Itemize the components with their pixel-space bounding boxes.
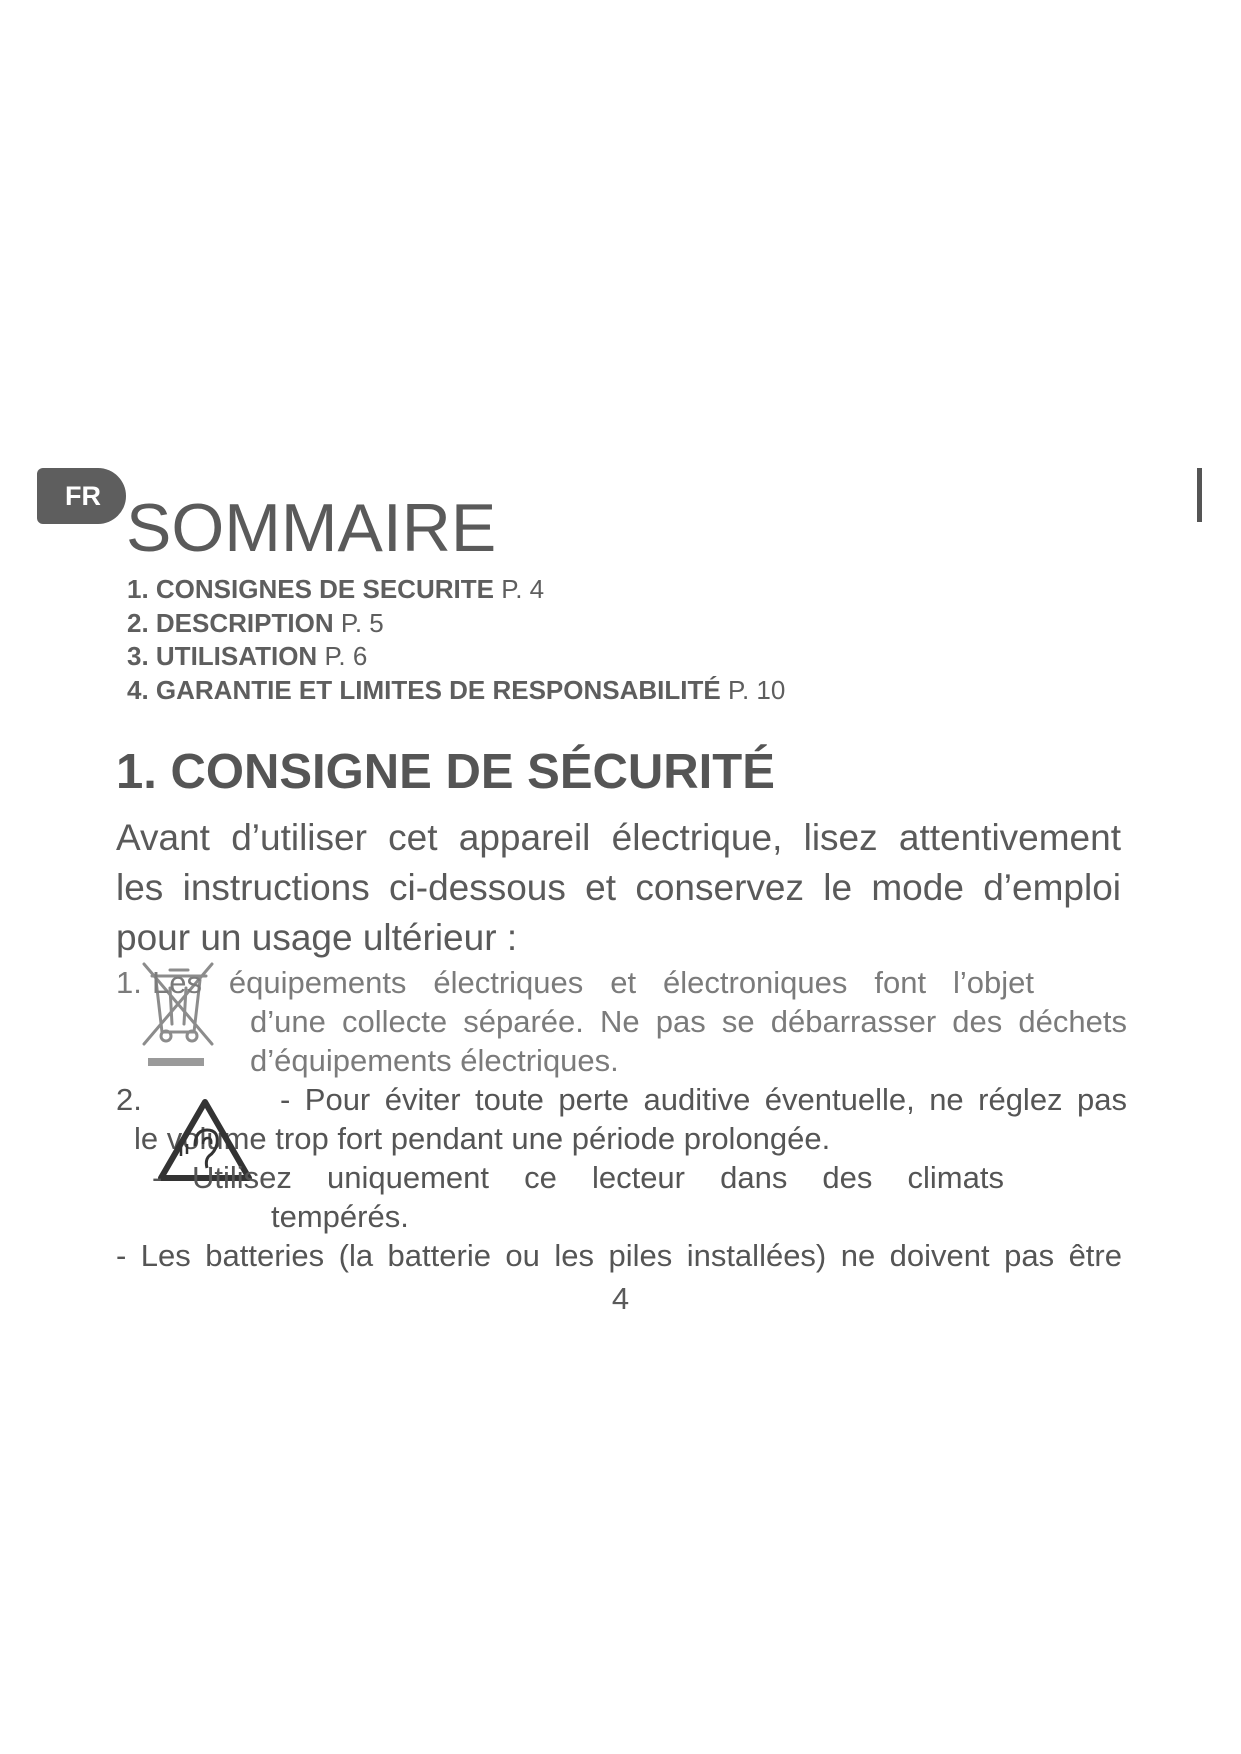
item2-word: lecteur: [591, 1160, 685, 1195]
item2-line: - Pour éviter toute perte auditive éventuelle, ne réglez pas: [280, 1082, 1127, 1117]
summary-item: [127, 674, 785, 708]
section-title: 1. CONSIGNE DE SÉCURITÉ: [116, 745, 775, 799]
summary-title: SOMMAIRE: [126, 490, 497, 566]
item3-line: - Les batteries (la batterie ou les piles installées) ne doivent pas être: [116, 1238, 1122, 1273]
item2-word: uniquement: [327, 1160, 490, 1195]
item2-word: dans: [720, 1160, 788, 1195]
item2-word: Utilisez: [192, 1160, 292, 1195]
item2-line: tempérés.: [271, 1199, 409, 1234]
item1-number: 1.: [116, 965, 142, 1000]
item2-word: des: [822, 1160, 873, 1195]
summary-item: [127, 607, 785, 641]
summary-item-page: P. 6: [324, 641, 368, 671]
item1-line: d’équipements électriques.: [250, 1043, 619, 1078]
item2-word: ce: [524, 1160, 557, 1195]
page-number: 4: [611, 1281, 630, 1316]
item1-first-line: Les équipements électriques et électroniques font l’objet: [152, 965, 1034, 1000]
summary-item-label: 1. CONSIGNES DE SECURITE: [127, 574, 494, 604]
item2-line: [192, 1159, 1004, 1197]
page-edge-marker: [1197, 468, 1202, 522]
summary-item-label: 2. DESCRIPTION: [127, 607, 334, 638]
item2-line: le volume trop fort pendant une période prolongée.: [134, 1121, 831, 1156]
item2-number: 2.: [116, 1082, 142, 1117]
summary-item-page: P. 5: [340, 607, 384, 638]
item1-line: d’une collecte séparée. Ne pas se débarrasser des déchets: [250, 1004, 1127, 1039]
summary-item: [127, 573, 785, 607]
language-tab: FR: [37, 468, 126, 524]
intro-line: Avant d’utiliser cet appareil électrique, lisez attentivement: [116, 817, 1121, 858]
intro-line: les instructions ci-dessous et conservez le mode d’emploi: [116, 867, 1121, 908]
intro-line: pour un usage ultérieur :: [116, 917, 518, 958]
summary-item-label: 3. UTILISATION: [127, 641, 318, 671]
item2-line-dash: -: [152, 1160, 163, 1195]
item2-word: climats: [907, 1160, 1004, 1195]
summary-item-label: 4. GARANTIE ET LIMITES DE RESPONSABILITÉ: [127, 674, 721, 705]
summary-item-page: P. 4: [501, 574, 545, 604]
summary-item-page: P. 10: [727, 674, 786, 705]
intro-paragraph: [116, 813, 1121, 963]
summary-list: [127, 573, 785, 707]
summary-item: [127, 640, 785, 674]
